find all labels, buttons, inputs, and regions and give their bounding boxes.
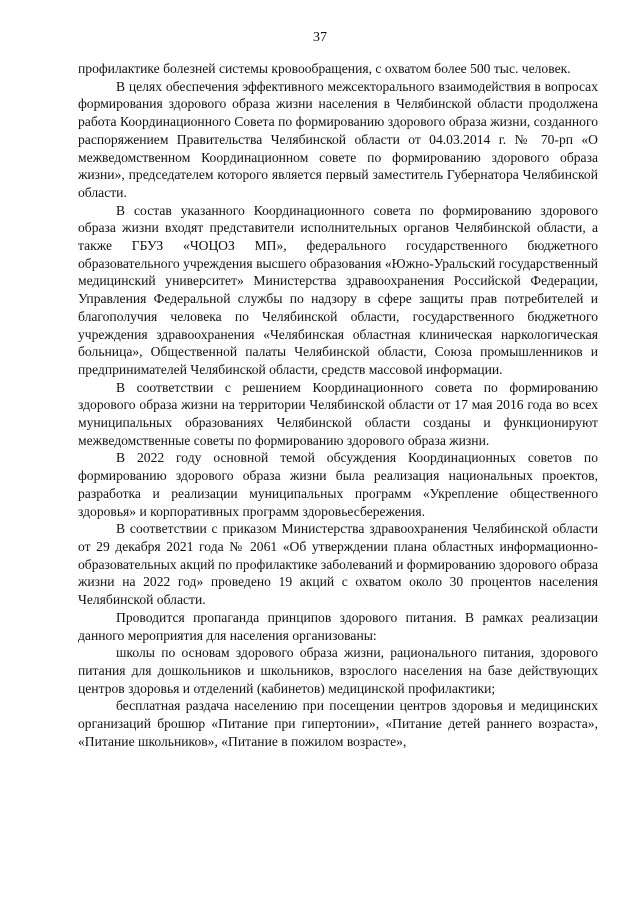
page-number: 37 <box>313 30 327 45</box>
paragraph: В соответствии с приказом Министерства здравоохранения Челябинской области от 29 декабря 2021 года № 2061 «Об утверждении плана областных информационно-образовательных акций по профилактике заболеваний и формированию здорового образа жизни на 2022 год» проведено 19 акций с охватом около 30 процентов населения Челябинской области. <box>78 521 598 608</box>
paragraph: В соответствии с решением Координационного совета по формированию здорового образа жизни на территории Челябинской области от 17 мая 2016 года во всех муниципальных образованиях Челябинской области созданы и функционируют межведомственные советы по формированию здорового образа жизни. <box>78 379 598 448</box>
paragraph: В 2022 году основной темой обсуждения Координационных советов по формированию здорового образа жизни была реализация национальных проектов, разработка и реализации муниципальных программ «Укрепление общественного здоровья» и корпоративных программ здоровьесбережения. <box>78 450 598 519</box>
paragraph: профилактике болезней системы кровообращения, с охватом более 500 тыс. человек. <box>78 61 571 76</box>
paragraph: В целях обеспечения эффективного межсекторального взаимодействия в вопросах формирования здорового образа жизни населения в Челябинской области продолжена работа Координационного Совета по формированию здорового образа жизни, созданного распоряжением Правительства Челябинской области от 04.03.2014 г. № 70-рп «О межведомственном Координационном совете по формированию здорового образа жизни», председателем которого является первый заместитель Губернатора Челябинской области. <box>78 78 598 200</box>
paragraph: В состав указанного Координационного совета по формированию здорового образа жизни входят представители исполнительных органов Челябинской области, а также ГБУЗ «ЧОЦОЗ МП», федерального государственного бюджетного образовательного учреждения высшего образования «Южно-Уральский государственный медицинский университет» Министерства здравоохранения Российской Федерации, Управления Федеральной службы по надзору в сфере защиты прав потребителей и благополучия человека по Челябинской области, государственного бюджетного учреждения здравоохранения «Челябинская областная клиническая наркологическая больница», Общественной палаты Челябинской области, Союза промышленников и предпринимателей Челябинской области, средств массовой информации. <box>78 202 598 377</box>
document-body <box>78 60 598 750</box>
paragraph: школы по основам здорового образа жизни, рационального питания, здорового питания для дошкольников и школьников, взрослого населения на базе действующих центров здоровья и отделений (кабинетов) медицинской профилактики; <box>78 645 598 696</box>
paragraph: бесплатная раздача населению при посещении центров здоровья и медицинских организаций брошюр «Питание при гипертонии», «Питание детей раннего возраста», «Питание школьников», «Питание в пожилом возрасте», <box>78 698 598 749</box>
paragraph: Проводится пропаганда принципов здорового питания. В рамках реализации данного мероприятия для населения организованы: <box>78 609 598 643</box>
